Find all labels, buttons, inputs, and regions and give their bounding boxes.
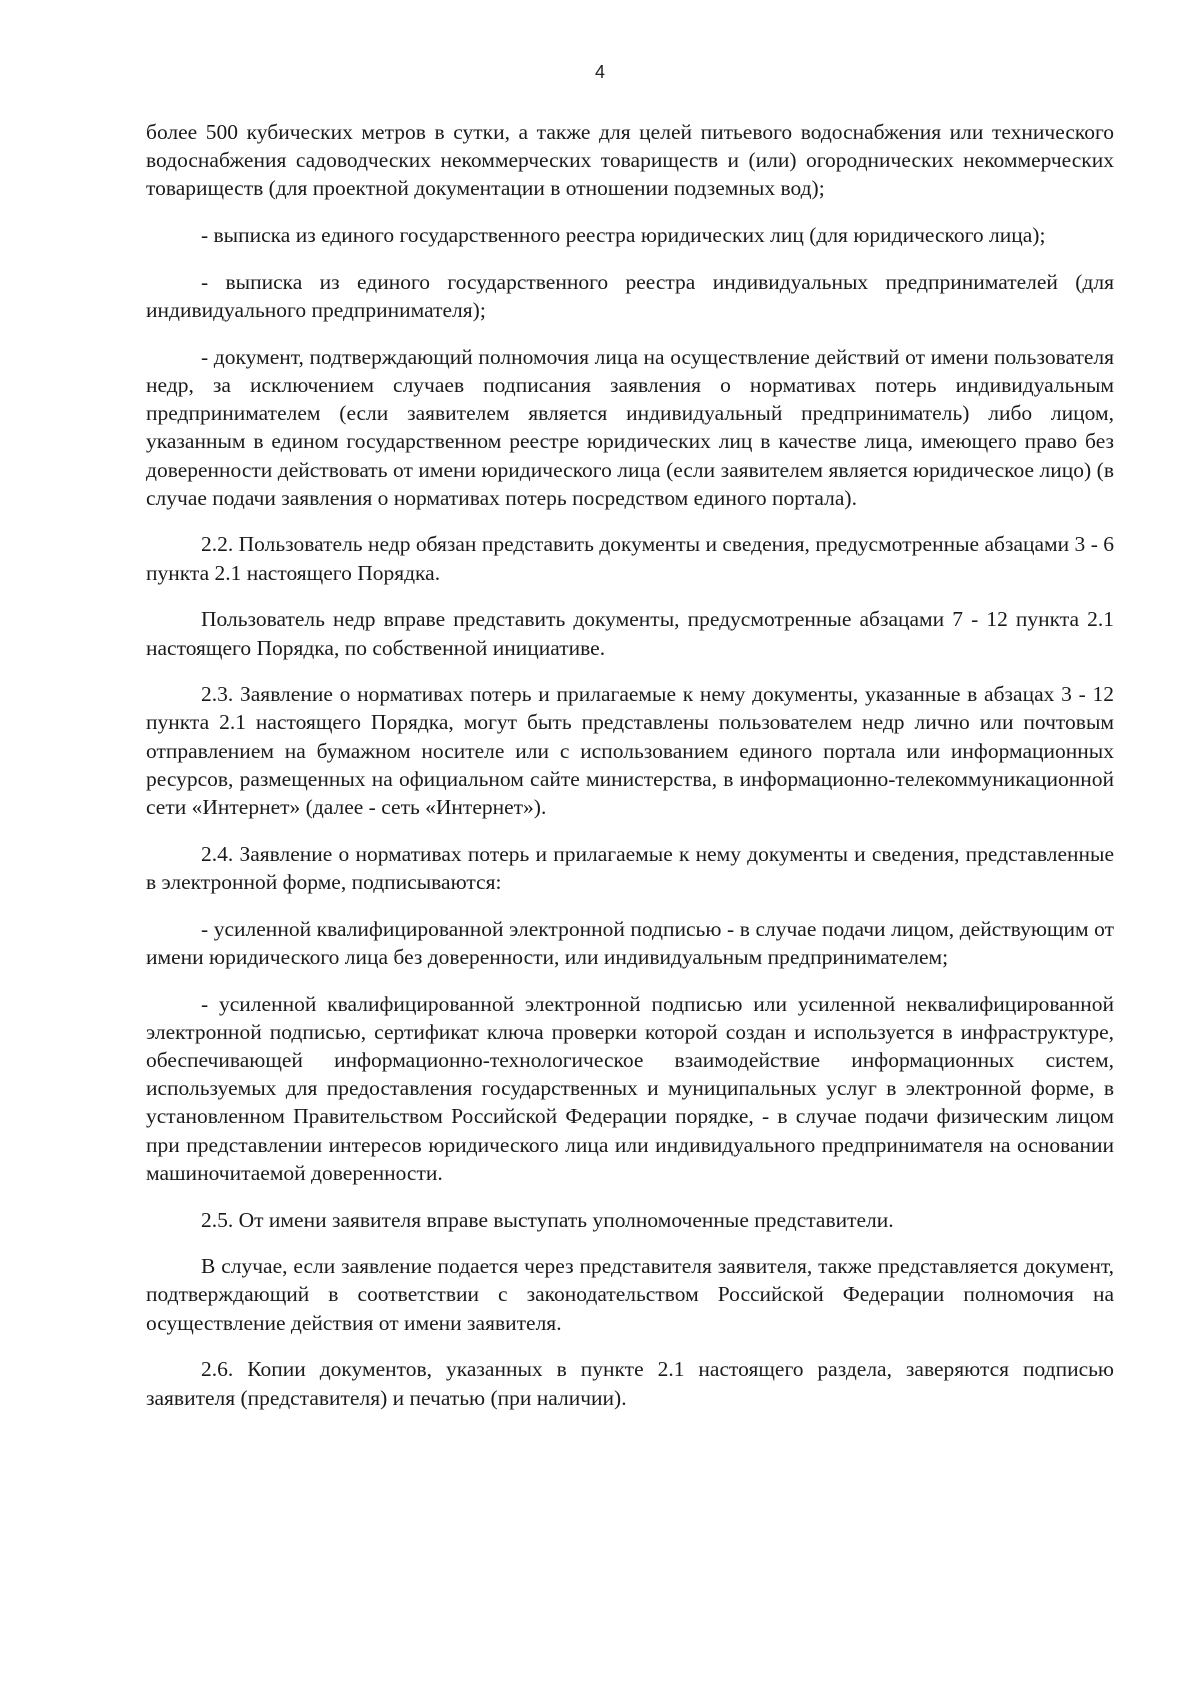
paragraph-qualified-signature: - усиленной квалифицированной электронной подписью - в случае подачи лицом, действующим от имени юридического лица без доверенности, или индивидуальным предпринимателем; [146, 916, 1114, 969]
paragraph-continuation: более 500 кубических метров в сутки, а также для целей питьевого водоснабжения или технического водоснабжения садоводческих некоммерческих товариществ и (или) огороднических некоммерческих товариществ (для проектной документации в отношении подземных вод); [146, 120, 1114, 201]
paragraph-extract-legal-entities: - выписка из единого государственного реестра юридических лиц (для юридического лица); [201, 223, 1046, 248]
paragraph-2-5: 2.5. От имени заявителя вправе выступать уполномоченные представители. [201, 1207, 894, 1232]
paragraph-2-2: 2.2. Пользователь недр обязан представить документы и сведения, предусмотренные абзацами 3 - 6 пункта 2.1 настоящего Порядка. [146, 532, 1114, 585]
document-body [146, 118, 1114, 1430]
paragraph-representative: В случае, если заявление подается через представителя заявителя, также представляется документ, подтверждающий в соответствии с законодательством Российской Федерации полномочия на осуществление действия от имени заявителя. [146, 1254, 1114, 1335]
paragraph-authority-document: - документ, подтверждающий полномочия лица на осуществление действий от имени пользователя недр, за исключением случаев подписания заявления о нормативах потерь индивидуальным предпринимателем (если заявителем является индивидуальный предприниматель) либо лицом, указанным в едином государственном реестре юридических лиц в качестве лица, имеющего право без доверенности действовать от имени юридического лица (если заявителем является юридическое лицо) (в случае подачи заявления о нормативах потерь посредством единого портала). [146, 344, 1114, 510]
paragraph-2-6: 2.6. Копии документов, указанных в пункте 2.1 настоящего раздела, заверяются подписью заявителя (представителя) и печатью (при наличии). [146, 1357, 1114, 1410]
paragraph-unqualified-signature: - усиленной квалифицированной электронной подписью или усиленной неквалифицированной электронной подписью, сертификат ключа проверки которой создан и используется в инфраструктуре, обеспечивающей информационно-технологическое взаимодействие информационных систем, используемых для предоставления государственных и муниципальных услуг в электронной форме, в установленном Правительством Российской Федерации порядке, - в случае подачи физическим лицом при представлении интересов юридического лица или индивидуального предпринимателя на основании машиночитаемой доверенности. [146, 991, 1114, 1185]
page-number: 4 [594, 62, 605, 82]
paragraph-extract-entrepreneurs: - выписка из единого государственного реестра индивидуальных предпринимателей (для индивидуального предпринимателя); [146, 269, 1114, 323]
paragraph-own-initiative: Пользователь недр вправе представить документы, предусмотренные абзацами 7 - 12 пункта 2.1 настоящего Порядка, по собственной инициативе. [146, 607, 1114, 660]
paragraph-2-3: 2.3. Заявление о нормативах потерь и прилагаемые к нему документы, указанные в абзацах 3 - 12 пункта 2.1 настоящего Порядка, могут быть представлены пользователем недр лично или почтовым отправлением на бумажном носителе или с использованием единого портала или информационных ресурсов, размещенных на официальном сайте министерства, в информационно-телекоммуникационной сети «Интернет» (далее - сеть «Интернет»). [146, 682, 1114, 820]
paragraph-2-4: 2.4. Заявление о нормативах потерь и прилагаемые к нему документы и сведения, представленные в электронной форме, подписываются: [146, 841, 1114, 894]
